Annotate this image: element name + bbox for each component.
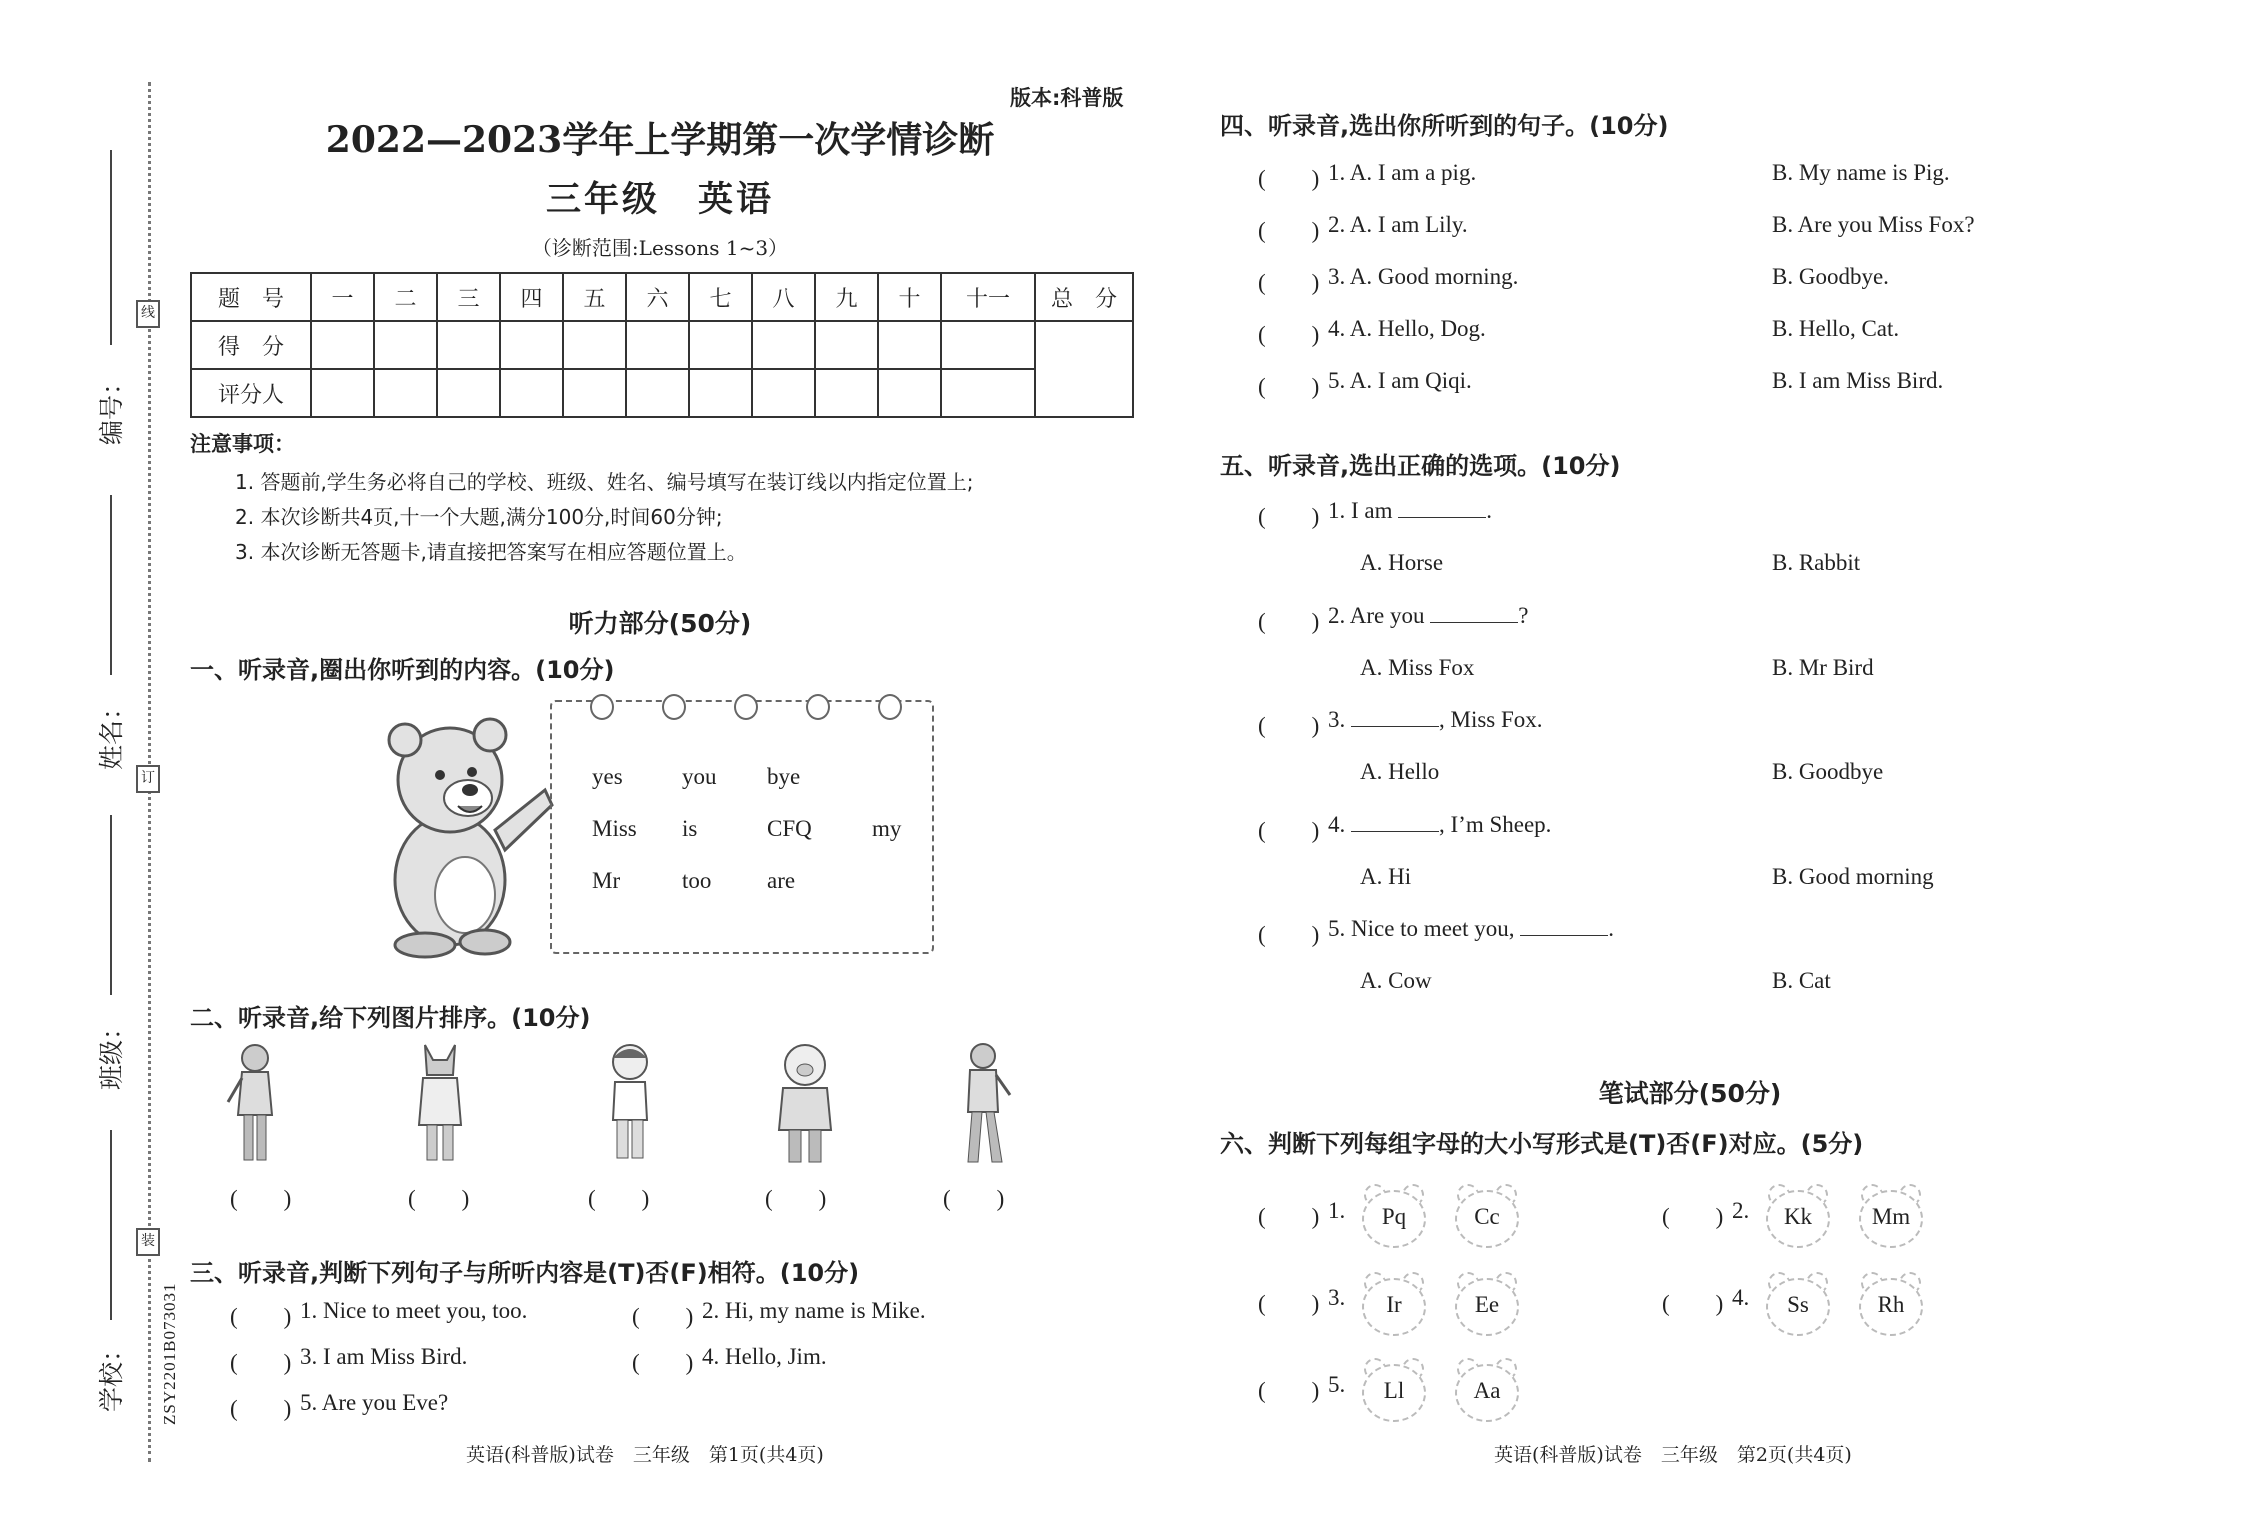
word-yes[interactable]: yes: [592, 764, 623, 789]
letter-num-1: 1.: [1328, 1198, 1346, 1223]
section1-title: 一、听录音,圈出你听到的内容。(10分): [190, 656, 615, 684]
edition-label: 版本:科普版: [1010, 86, 1124, 110]
col-2: 二: [374, 273, 437, 321]
fill-option-5a: A. Cow: [1360, 968, 1432, 993]
grader-cell[interactable]: [689, 369, 752, 417]
fill-choice-5[interactable]: ( ): [1258, 922, 1320, 947]
grader-cell[interactable]: [752, 369, 815, 417]
letter-answer-3[interactable]: ( ): [1258, 1291, 1320, 1316]
letter-pair: Ll: [1383, 1378, 1405, 1403]
grader-cell[interactable]: [626, 369, 689, 417]
option-4a: 4. A. Hello, Dog.: [1328, 316, 1486, 341]
notebook-ring: [806, 694, 830, 720]
word-are[interactable]: are: [767, 868, 796, 893]
tf-sentence-4: 4. Hello, Jim.: [702, 1344, 827, 1369]
score-cell[interactable]: [437, 321, 500, 369]
fill-choice-3[interactable]: ( ): [1258, 713, 1320, 738]
grader-cell[interactable]: [311, 369, 374, 417]
binding-mark-line: 线: [136, 300, 160, 328]
question-text: 5. Nice to meet you,: [1328, 916, 1521, 941]
notebook-ring: [590, 694, 614, 720]
letter-badge: [1859, 1184, 1921, 1244]
fill-option-4b: B. Good morning: [1772, 864, 1934, 889]
tf-sentence-5: 5. Are you Eve?: [300, 1390, 449, 1415]
answer-blank[interactable]: [1351, 708, 1439, 727]
notes-title: 注意事项：: [190, 432, 295, 456]
letter-pair: Ee: [1474, 1292, 1500, 1317]
col-3: 三: [437, 273, 500, 321]
word-too[interactable]: too: [682, 868, 712, 893]
score-cell[interactable]: [626, 321, 689, 369]
letter-answer-4[interactable]: ( ): [1662, 1291, 1724, 1316]
total-score-cell[interactable]: [1035, 321, 1133, 417]
grader-cell[interactable]: [941, 369, 1035, 417]
tf-answer-1[interactable]: ( ): [230, 1304, 292, 1329]
fill-option-3a: A. Hello: [1360, 759, 1440, 784]
col-8: 八: [752, 273, 815, 321]
score-cell[interactable]: [500, 321, 563, 369]
letter-pair: Mm: [1871, 1204, 1911, 1229]
answer-blank[interactable]: [1430, 604, 1518, 623]
col-1: 一: [311, 273, 374, 321]
footer-right: 英语(科普版)试卷 三年级 第2页(共4页): [1494, 1444, 1852, 1466]
question-text: 3.: [1328, 707, 1351, 732]
question-text: .: [1486, 498, 1493, 523]
letter-pair: Rh: [1877, 1292, 1905, 1317]
listen-choice-2[interactable]: ( ): [1258, 218, 1320, 243]
tf-answer-5[interactable]: ( ): [230, 1396, 292, 1421]
girl-figure: [220, 1040, 290, 1170]
pig-figure: [765, 1040, 845, 1170]
row-label-grader: 评分人: [191, 369, 311, 417]
word-you[interactable]: you: [682, 764, 717, 789]
notebook-ring: [878, 694, 902, 720]
option-4b: B. Hello, Cat.: [1772, 316, 1900, 341]
question-text: 1. I am: [1328, 498, 1399, 523]
letter-badge: [1859, 1272, 1921, 1332]
question-text: 4.: [1328, 812, 1351, 837]
option-3b: B. Goodbye.: [1772, 264, 1889, 289]
word-mr[interactable]: Mr: [592, 868, 621, 893]
letter-pair: Kk: [1783, 1204, 1813, 1229]
col-7: 七: [689, 273, 752, 321]
fill-option-1b: B. Rabbit: [1772, 550, 1861, 575]
fill-option-2a: A. Miss Fox: [1360, 655, 1475, 680]
fill-choice-4[interactable]: ( ): [1258, 818, 1320, 843]
writing-part-title: 笔试部分(50分): [1598, 1079, 1782, 1108]
score-table: [190, 272, 1134, 418]
listen-choice-4[interactable]: ( ): [1258, 322, 1320, 347]
section3-title: 三、听录音,判断下列句子与所听内容是(T)否(F)相符。(10分): [190, 1259, 860, 1287]
score-cell[interactable]: [815, 321, 878, 369]
exam-subtitle: 三年级 英语: [545, 180, 774, 220]
word-is[interactable]: is: [682, 816, 698, 841]
number-label: 编号：: [97, 369, 126, 445]
score-cell[interactable]: [311, 321, 374, 369]
score-cell[interactable]: [689, 321, 752, 369]
listen-choice-1[interactable]: ( ): [1258, 166, 1320, 191]
col-6: 六: [626, 273, 689, 321]
tf-sentence-2: 2. Hi, my name is Mike.: [702, 1298, 926, 1323]
score-cell[interactable]: [374, 321, 437, 369]
exam-scope: （诊断范围:Lessons 1~3）: [531, 236, 789, 260]
grader-cell[interactable]: [374, 369, 437, 417]
fill-option-3b: B. Goodbye: [1772, 759, 1884, 784]
order-answer-1[interactable]: ( ): [230, 1186, 292, 1211]
fill-question-2: [1328, 603, 1528, 629]
man-figure: [948, 1040, 1018, 1170]
fox-figure: [405, 1040, 475, 1170]
word-notebook: [550, 700, 934, 954]
letter-badge: [1455, 1184, 1517, 1244]
letter-badge: [1766, 1184, 1828, 1244]
row-label-question: 题 号: [191, 273, 311, 321]
name-label: 姓名：: [97, 694, 126, 770]
order-answer-2[interactable]: ( ): [408, 1186, 470, 1211]
notebook-ring: [662, 694, 686, 720]
option-2b: B. Are you Miss Fox?: [1772, 212, 1975, 237]
note-item-3: 3. 本次诊断无答题卡,请直接把答案写在相应答题位置上。: [235, 540, 747, 564]
grader-cell[interactable]: [878, 369, 941, 417]
letter-answer-1[interactable]: ( ): [1258, 1204, 1320, 1229]
option-5b: B. I am Miss Bird.: [1772, 368, 1944, 393]
fill-question-1: [1328, 498, 1492, 524]
col-9: 九: [815, 273, 878, 321]
row-label-score: 得 分: [191, 321, 311, 369]
score-cell[interactable]: [878, 321, 941, 369]
fill-choice-1[interactable]: ( ): [1258, 504, 1320, 529]
letter-num-3: 3.: [1328, 1285, 1346, 1310]
letter-pair: Aa: [1473, 1378, 1501, 1403]
fill-question-3: [1328, 707, 1543, 733]
col-11: 十一: [941, 273, 1035, 321]
grader-cell[interactable]: [500, 369, 563, 417]
question-text: , Miss Fox.: [1439, 707, 1543, 732]
score-cell[interactable]: [563, 321, 626, 369]
fill-question-4: [1328, 812, 1551, 838]
notebook-ring: [734, 694, 758, 720]
boy-figure: [595, 1040, 665, 1170]
letter-badge: [1362, 1184, 1424, 1244]
fill-option-4a: A. Hi: [1360, 864, 1412, 889]
fill-option-1a: A. Horse: [1360, 550, 1444, 575]
letter-pair: Cc: [1474, 1204, 1500, 1229]
binding-mark-zhuang: 装: [136, 1228, 160, 1256]
letter-badge: [1455, 1272, 1517, 1332]
order-answer-3[interactable]: ( ): [588, 1186, 650, 1211]
word-my[interactable]: my: [872, 816, 902, 841]
grader-cell[interactable]: [815, 369, 878, 417]
option-1a: 1. A. I am a pig.: [1328, 160, 1477, 185]
school-field[interactable]: [110, 1130, 112, 1320]
fill-choice-2[interactable]: ( ): [1258, 609, 1320, 634]
grader-cell[interactable]: [437, 369, 500, 417]
answer-blank[interactable]: [1398, 499, 1486, 518]
letter-num-2: 2.: [1732, 1198, 1750, 1223]
tf-answer-3[interactable]: ( ): [230, 1350, 292, 1375]
listen-choice-3[interactable]: ( ): [1258, 270, 1320, 295]
listen-choice-5[interactable]: ( ): [1258, 374, 1320, 399]
letter-badge: [1362, 1358, 1424, 1418]
score-cell[interactable]: [752, 321, 815, 369]
fill-option-2b: B. Mr Bird: [1772, 655, 1874, 680]
option-1b: B. My name is Pig.: [1772, 160, 1950, 185]
col-4: 四: [500, 273, 563, 321]
letter-num-5: 5.: [1328, 1372, 1346, 1397]
order-answer-5[interactable]: ( ): [943, 1186, 1005, 1211]
note-item-2: 2. 本次诊断共4页,十一个大题,满分100分,时间60分钟;: [235, 505, 723, 529]
grader-cell[interactable]: [563, 369, 626, 417]
col-10: 十: [878, 273, 941, 321]
option-2a: 2. A. I am Lily.: [1328, 212, 1468, 237]
word-miss[interactable]: Miss: [592, 816, 637, 841]
section4-title: 四、听录音,选出你所听到的句子。(10分): [1220, 112, 1669, 140]
letter-answer-2[interactable]: ( ): [1662, 1204, 1724, 1229]
fill-question-5: [1328, 916, 1614, 942]
tf-sentence-3: 3. I am Miss Bird.: [300, 1344, 468, 1369]
tf-answer-4[interactable]: ( ): [632, 1350, 694, 1375]
word-cfq[interactable]: CFQ: [767, 816, 812, 841]
letter-answer-5[interactable]: ( ): [1258, 1378, 1320, 1403]
letter-badge: [1766, 1272, 1828, 1332]
section6-title: 六、判断下列每组字母的大小写形式是(T)否(F)对应。(5分): [1220, 1130, 1864, 1158]
question-text: , I’m Sheep.: [1439, 812, 1552, 837]
letter-pair: Pq: [1381, 1204, 1407, 1229]
letter-pair: Ss: [1787, 1292, 1809, 1317]
letter-pair: Ir: [1386, 1292, 1402, 1317]
number-field[interactable]: [110, 150, 112, 345]
binding-mark-ding: 订: [136, 765, 160, 793]
section5-title: 五、听录音,选出正确的选项。(10分): [1220, 452, 1621, 480]
answer-blank[interactable]: [1351, 813, 1439, 832]
answer-blank[interactable]: [1520, 917, 1608, 936]
word-bye[interactable]: bye: [767, 764, 801, 789]
col-total: 总 分: [1035, 273, 1133, 321]
question-text: .: [1608, 916, 1615, 941]
question-text: ?: [1518, 603, 1529, 628]
letter-num-4: 4.: [1732, 1285, 1750, 1310]
letter-badge: [1362, 1272, 1424, 1332]
class-field[interactable]: [110, 815, 112, 995]
section2-title: 二、听录音,给下列图片排序。(10分): [190, 1004, 591, 1032]
school-label: 学校：: [97, 1336, 126, 1412]
col-5: 五: [563, 273, 626, 321]
question-text: 2. Are you: [1328, 603, 1431, 628]
paper-code: ZSY2201B073031: [160, 1282, 179, 1425]
note-item-1: 1. 答题前,学生务必将自己的学校、班级、姓名、编号填写在装订线以内指定位置上;: [235, 470, 974, 494]
listening-part-title: 听力部分(50分): [568, 609, 752, 638]
bear-illustration: [380, 710, 560, 960]
option-5a: 5. A. I am Qiqi.: [1328, 368, 1472, 393]
score-cell[interactable]: [941, 321, 1035, 369]
exam-title: 2022—2023学年上学期第一次学情诊断: [325, 119, 995, 161]
letter-badge: [1455, 1358, 1517, 1418]
fill-option-5b: B. Cat: [1772, 968, 1831, 993]
name-field[interactable]: [110, 495, 112, 675]
tf-answer-2[interactable]: ( ): [632, 1304, 694, 1329]
option-3a: 3. A. Good morning.: [1328, 264, 1519, 289]
order-answer-4[interactable]: ( ): [765, 1186, 827, 1211]
class-label: 班级：: [97, 1014, 126, 1090]
tf-sentence-1: 1. Nice to meet you, too.: [300, 1298, 528, 1323]
footer-left: 英语(科普版)试卷 三年级 第1页(共4页): [466, 1444, 824, 1466]
